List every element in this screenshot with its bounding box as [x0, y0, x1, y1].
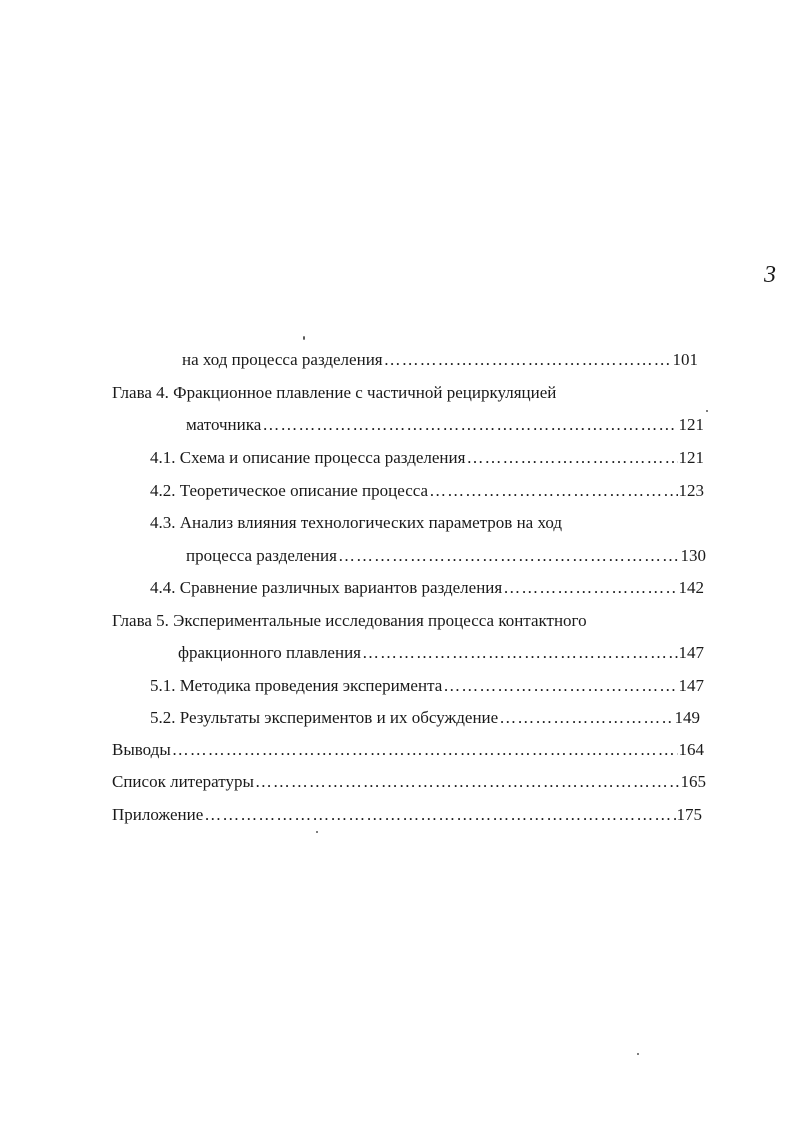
toc-entry — [150, 675, 704, 697]
toc-entry — [112, 804, 702, 826]
toc-entry-title: Выводы — [112, 740, 171, 759]
toc-section-title: 4.3. Анализ влияния технологических параметров на ход — [150, 513, 562, 532]
toc-leader-dots — [429, 480, 677, 502]
toc-leader-dots — [362, 642, 678, 664]
toc-entry-title: 4.1. Схема и описание процесса разделения — [150, 448, 466, 467]
toc-entry-title: на ход процесса разделения — [182, 350, 383, 369]
toc-entry — [112, 771, 706, 793]
toc-entry-title: Приложение — [112, 805, 204, 824]
toc-leader-dots — [503, 577, 677, 599]
toc-entry — [150, 480, 704, 502]
toc-chapter-title: Глава 4. Фракционное плавление с частичной рециркуляцией — [112, 383, 557, 402]
toc-entry — [150, 447, 704, 469]
toc-entry-page: 149 — [674, 708, 700, 727]
toc-entry-page: 121 — [678, 448, 704, 467]
toc-chapter-title: Глава 5. Экспериментальные исследования процесса контактного — [112, 611, 587, 630]
scan-speck — [316, 831, 318, 833]
toc-entry-title: 5.2. Результаты экспериментов и их обсуждение — [150, 708, 499, 727]
toc-leader-dots — [384, 349, 672, 371]
toc-entry-title: процесса разделения — [186, 546, 337, 565]
toc-entry-title: 4.4. Сравнение различных вариантов разделения — [150, 578, 503, 597]
toc-entry-title: Список литературы — [112, 772, 254, 791]
toc-entry-title: 4.2. Теоретическое описание процесса — [150, 481, 429, 500]
toc-entry — [150, 707, 700, 729]
toc-leader-dots — [255, 771, 680, 793]
scan-speck — [706, 410, 708, 412]
toc-entry-title: маточника — [186, 415, 262, 434]
toc-entry-page: 147 — [678, 676, 704, 695]
toc-entry-page: 164 — [678, 740, 704, 759]
toc-entry-page: 130 — [680, 546, 706, 565]
toc-entry-page: 101 — [672, 350, 698, 369]
page-number: 3 — [764, 262, 776, 288]
scan-speck — [303, 336, 305, 340]
toc-entry-page: 165 — [680, 772, 706, 791]
toc-leader-dots — [443, 675, 677, 697]
toc-entry-page: 142 — [678, 578, 704, 597]
toc-leader-dots — [204, 804, 675, 826]
toc-entry — [178, 642, 704, 664]
toc-entry-title: 5.1. Методика проведения эксперимента — [150, 676, 443, 695]
toc-entry-title: фракционного плавления — [178, 643, 361, 662]
toc-entry-page: 175 — [676, 805, 702, 824]
toc-leader-dots — [466, 447, 677, 469]
toc-entry — [182, 349, 698, 371]
toc-entry — [186, 545, 706, 567]
toc-entry-page: 147 — [678, 643, 704, 662]
toc-entry-page: 121 — [678, 415, 704, 434]
toc-leader-dots — [172, 739, 678, 761]
toc-leader-dots — [262, 414, 677, 436]
toc-entry — [186, 414, 704, 436]
scan-speck — [637, 1053, 639, 1055]
toc-leader-dots — [499, 707, 673, 729]
toc-entry — [112, 739, 704, 761]
toc-leader-dots — [338, 545, 680, 567]
toc-entry-page: 123 — [678, 481, 704, 500]
toc-entry — [150, 577, 704, 599]
